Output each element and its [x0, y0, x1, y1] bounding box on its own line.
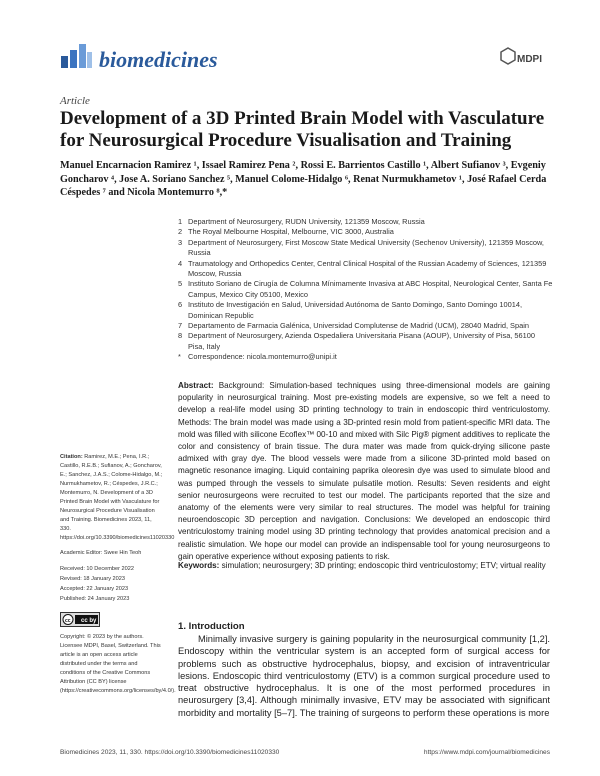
- introduction-paragraph: Minimally invasive surgery is gaining popularity in the neurosurgical community [1,2]. Endoscopy within the ventricular system is an accepted form of surgical access for problems such as obstructive hydrocephalus, biopsy, and excision of intraventricular lesions. Endoscopic third ventriculostomy (ETV) is a common surgical procedure used to treat obstructive hydrocephalus. It is one of the most performed procedures in neurosurgery [3,4]. Although minimally invasive, ETV may be associated with significant morbidity and mortality [5–7]. The training of surgeons to perform these operations is more: [178, 634, 550, 718]
- citation-label: Citation:: [60, 454, 83, 460]
- paper-title: Development of a 3D Printed Brain Model with Vasculature for Neurosurgical Procedure Visualisation and Training: [60, 108, 545, 151]
- correspondence: [178, 352, 553, 362]
- affiliations: [178, 217, 553, 363]
- affiliation-number: 8: [178, 331, 183, 341]
- affiliation-item: [178, 217, 553, 227]
- abstract-text: Background: Simulation-based techniques using three-dimensional models are gaining popularity in neurosurgical training. Most pre-existing models are expensive, so we felt a need to develop a real-life model using 3D printing technology to train in endoscopic third ventriculostomy. Methods: The brain model was made using a 3D-printed resin mold from patient-specific MRI data. The mold was filled with silicone Ecoflex™ 00-10 and mixed with Silc Pig® pigment additives to replicate the color and consistency of brain tissue. The dura mater was made from quick-drying silicone paste admixed with gray dye. The blood vessels were made from a silicone 3D-printed mold based on magnetic resonance imaging. Liquid containing paprika oleoresin dye was used to simulate blood and was pumped through the vessels to simulate pulsatile motion. Results: Seven residents and eight senior neurosurgeons were recruited to test our model. The participants reported that the size and anatomy of the elements were very similar to real structures. The model was helpful for training neuroendoscopic 3D perception and navigation. Conclusions: We developed an endoscopic third ventriculostomy training model using 3D printing technology that provides anatomical precision and a realistic simulation. We hope our model can provide an indispensable tool for young neurosurgeons to gain operative experience without exposing patients to risk.: [178, 381, 551, 561]
- correspondence-marker: *: [178, 352, 181, 362]
- copyright-notice: Copyright: © 2023 by the authors. Licensee MDPI, Basel, Switzerland. This article is an open access article distributed under the terms and conditions of the Creative Commons Attribution (CC BY) license (https://creativecommons.org/licenses/by/4.0/).: [60, 634, 176, 694]
- affiliation-number: 6: [178, 300, 183, 310]
- affiliation-text: Instituto de Investigación en Salud, Universidad Autónoma de Santo Domingo, Santo Domingo 10014, Dominican Republic: [188, 300, 523, 320]
- accepted-date: Accepted: 22 January 2023: [60, 586, 129, 592]
- journal-logo-icon: [60, 42, 94, 70]
- affiliation-text: Traumatology and Orthopedics Center, Central Clinical Hospital of the Russian Academy of Sciences, 121359 Moscow, Russia: [188, 258, 547, 279]
- affiliation-text: Department of Neurosurgery, First Moscow State Medical University (Sechenov University), 121359 Moscow, Russia: [188, 237, 544, 258]
- cc-badge-label: cc by: [81, 618, 97, 624]
- affiliation-number: 1: [178, 217, 183, 226]
- footer-journal-url[interactable]: https://www.mdpi.com/journal/biomedicines: [423, 749, 550, 756]
- affiliation-item: [178, 331, 553, 352]
- affiliation-text: Instituto Soriano de Cirugía de Columna Mínimamente Invasiva at ABC Hospital, Neurological Center, Santa Fe Campus, Mexico City 05100, Mexico: [188, 279, 553, 299]
- affiliation-item: [178, 300, 553, 321]
- affiliation-item: [178, 321, 553, 331]
- citation-text[interactable]: Ramirez, M.E.; Pena, I.R.; Castillo, R.E.B.; Sufianov, A.; Goncharov, E.; Sanchez, J.A.S.; Colome-Hidalgo, M.; Nurmukhametov, R.; Céspedes, J.R.C.; Montemurro, N. Development of a 3D Printed Brain Model with Vasculature for Neurosurgical Procedure Visualisation and Training. Biomedicines 2023, 11, 330. https://doi.org/10.3390/biomedicines11020330: [60, 454, 175, 541]
- cc-by-license-icon[interactable]: [60, 612, 100, 627]
- received-date: Received: 10 December 2022: [60, 566, 135, 572]
- publication-dates: [60, 564, 163, 604]
- affiliation-text: Departamento de Farmacia Galénica, Universidad Complutense de Madrid (UCM), 28040 Madrid, Spain: [188, 321, 529, 331]
- cc-by-icon: [61, 613, 99, 626]
- revised-date: Revised: 18 January 2023: [60, 576, 125, 582]
- affiliation-item: [178, 279, 553, 300]
- affiliation-text: The Royal Melbourne Hospital, Melbourne, VIC 3000, Australia: [188, 227, 394, 237]
- abstract: [178, 380, 550, 563]
- published-date: Published: 24 January 2023: [60, 596, 130, 602]
- correspondence-email[interactable]: Correspondence: nicola.montemurro@unipi.it: [188, 352, 337, 362]
- footer-citation[interactable]: Biomedicines 2023, 11, 330. https://doi.org/10.3390/biomedicines11020330: [60, 749, 280, 756]
- keywords-label: Keywords:: [178, 561, 220, 570]
- affiliation-text: Department of Neurosurgery, Azienda Ospedaliera Universitaria Pisana (AOUP), University of Pisa, 56100 Pisa, Italy: [188, 331, 535, 351]
- affiliation-item: [178, 259, 553, 280]
- keywords-text: simulation; neurosurgery; 3D printing; endoscopic third ventriculostomy; ETV; virtual reality: [221, 561, 546, 570]
- abstract-label: Abstract:: [178, 381, 214, 390]
- publisher-logo-text: MDPI: [517, 54, 542, 65]
- section-heading-introduction: 1. Introduction: [178, 621, 245, 632]
- affiliation-text: Department of Neurosurgery, RUDN University, 121359 Moscow, Russia: [188, 217, 425, 226]
- citation: [60, 453, 175, 543]
- affiliation-number: 4: [178, 258, 183, 268]
- mdpi-logo-icon: [500, 46, 542, 70]
- author-list: Manuel Encarnacion Ramirez ¹, Issael Ramirez Pena ², Rossi E. Barrientos Castillo ¹, Albert Sufianov ³, Evgeniy Goncharov ⁴, Jose A. Soriano Sanchez ⁵, Manuel Colome-Hidalgo ⁶, Renat Nurmukhametov ¹, José Rafael Cerda Céspedes ⁷ and Nicola Montemurro ⁸,*: [60, 160, 547, 198]
- svg-text:cc: cc: [65, 617, 71, 624]
- keywords: [178, 560, 550, 572]
- journal-name: biomedicines: [99, 47, 218, 72]
- affiliation-number: 2: [178, 227, 183, 237]
- affiliation-item: [178, 238, 553, 259]
- academic-editor: Academic Editor: Swee Hin Teoh: [60, 550, 142, 556]
- sidebar: [60, 453, 176, 696]
- affiliation-number: 5: [178, 279, 183, 289]
- affiliation-number: 7: [178, 321, 183, 331]
- affiliation-number: 3: [178, 237, 183, 247]
- affiliation-item: [178, 227, 553, 237]
- article-type-label: Article: [60, 95, 90, 107]
